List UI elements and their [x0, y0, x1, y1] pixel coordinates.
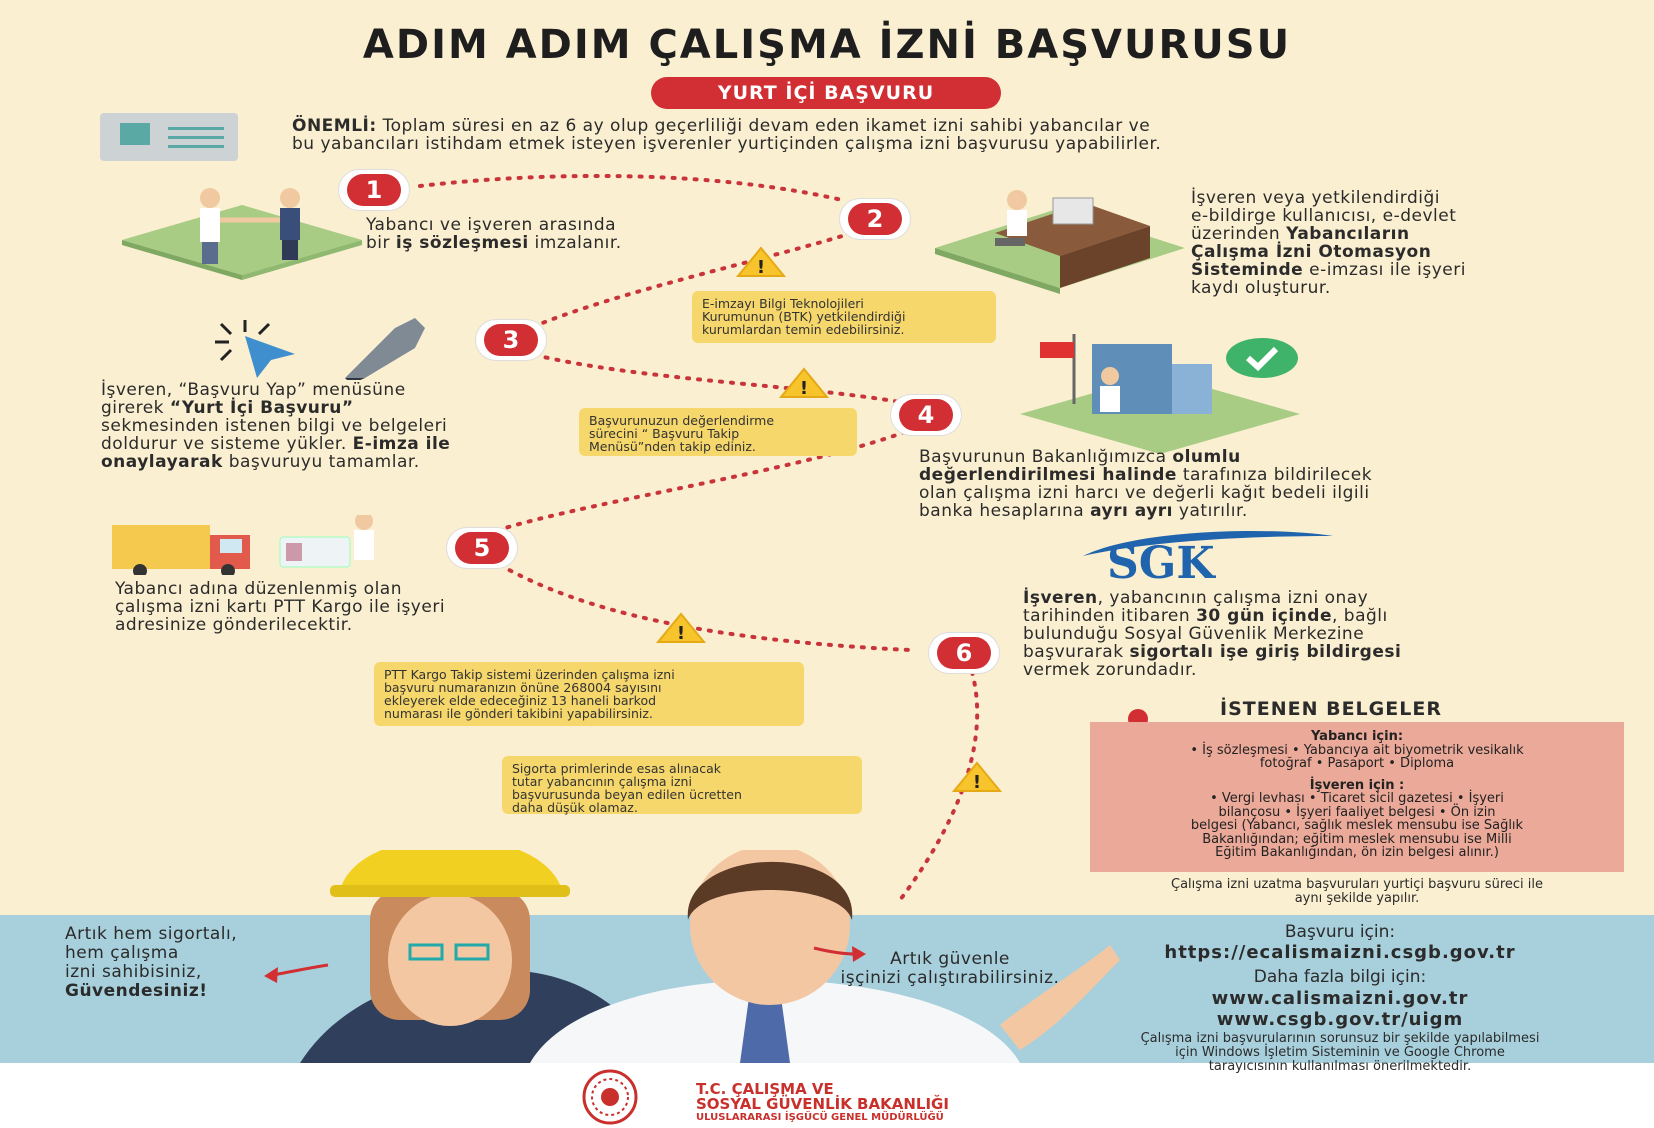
step-3-text: İşveren, “Başvuru Yap” menüsüne girerek “Yurt İçi Başvuru” sekmesinden istenen bilgi ve belgeleri doldurur ve sisteme yükler. E-imza ile onaylayarak başvuruyu tamamlar. — [101, 380, 451, 472]
arrow-left-icon — [262, 955, 332, 985]
note-e-imza: E-imzayı Bilgi Teknolojileri Kurumunun (BTK) yetkilendirdiği kurumlardan temin edebilirsiniz. — [692, 291, 996, 343]
arrow-right-icon — [810, 940, 870, 964]
footer-left-text: Artık hem sigortalı, hem çalışma izni sahibisiniz, Güvendesiniz! — [65, 924, 238, 1001]
svg-text:!: ! — [972, 772, 982, 793]
apply-url-link[interactable]: https://ecalismaizni.csgb.gov.tr — [1164, 942, 1516, 963]
info-url-link[interactable]: www.calismaizni.gov.tr — [1211, 988, 1469, 1009]
step-5-text: Yabancı adına düzenlenmiş olan çalışma izni kartı PTT Kargo ile işyeri adresinize gönderilecektir. — [115, 579, 446, 635]
page-title: ADIM ADIM ÇALIŞMA İZNİ BAŞVURUSU — [362, 22, 1292, 68]
step-6-text: İşveren, yabancının çalışma izni onay tarihinden itibaren 30 gün içinde, bağlı bulunduğu Sosyal Güvenlik Merkezine başvurarak sigortalı işe giriş bildirgesi vermek zorundadır. — [1023, 588, 1402, 680]
documents-heading: İSTENEN BELGELER — [1220, 698, 1442, 720]
documents-box: Yabancı için: • İş sözleşmesi • Yabancıya ait biyometrik vesikalık fotoğraf • Pasaport • Diploma İşveren için : • Vergi levhası • Ticaret sicil gazetesi • İşyeri bilançosu • İşyeri faaliyet belgesi • Ön izin belgesi (Yabancı, sağlık meslek mensubu ise Sağlık Bakanlığından; eğitim meslek mensubu ise Milli Eğitim Bakanlığından, ön izin belgesi alınır.) — [1090, 722, 1624, 872]
cursor-pen-icon — [205, 318, 455, 380]
sgk-logo-text: SGK — [1107, 538, 1215, 589]
ministry-name: T.C. ÇALIŞMA VE SOSYAL GÜVENLİK BAKANLIĞI ULUSLARARASI İŞGÜCÜ GENEL MÜDÜRLÜĞÜ — [696, 1080, 949, 1123]
warning-icon — [779, 367, 829, 399]
svg-text:!: ! — [676, 623, 686, 644]
svg-text:!: ! — [799, 378, 809, 399]
step-badge-1: 1 — [339, 170, 409, 210]
step-2-text: İşveren veya yetkilendirdiği e-bildirge kullanıcısı, e-devlet üzerinden Yabancıların Çalışma İzni Otomasyon Sisteminde e-imzası ile işyeri kaydı oluşturur. — [1191, 188, 1466, 298]
warning-icon — [952, 761, 1002, 793]
handshake-illustration — [122, 180, 362, 280]
step-1-text: Yabancı ve işveren arasında bir iş sözleşmesi imzalanır. — [366, 215, 622, 253]
subtitle-pill: YURT İÇİ BAŞVURU — [651, 77, 1001, 109]
warning-icon — [656, 612, 706, 644]
office-desk-illustration — [935, 188, 1185, 298]
sgk-logo — [1075, 528, 1335, 588]
delivery-truck-illustration — [112, 515, 392, 575]
step-badge-3: 3 — [476, 320, 546, 360]
ministry-building-illustration — [1020, 334, 1300, 454]
step-badge-4: 4 — [891, 395, 961, 435]
footer-right-info: Başvuru için: https://ecalismaizni.csgb.gov.tr Daha fazla bilgi için: www.calismaizni.gov.tr www.csgb.gov.tr/uigm Çalışma izni başvurularının sorunsuz bir şekilde yapılabilmesi için Windows İşletim Sisteminin ve Google Chrome tarayıcısının kullanılması önerilmektedir. — [1070, 922, 1610, 1074]
step-4-text: Başvurunun Bakanlığımızca olumlu değerlendirilmesi halinde tarafınıza bildirilecek olan çalışma izni harcı ve değerli kağıt bedeli ilgili banka hesaplarına ayrı ayrı yatırılır. — [919, 447, 1373, 521]
note-basvuru-takip: Başvurunuzun değerlendirme sürecini “ Başvuru Takip Menüsü”nden takip ediniz. — [579, 408, 857, 456]
note-sigorta-primi: Sigorta primlerinde esas alınacak tutar yabancının çalışma izni başvurusunda beyan edilen ücretten daha düşük olamaz. — [502, 756, 862, 814]
id-card-icon — [100, 113, 238, 161]
important-note: ÖNEMLİ: Toplam süresi en az 6 ay olup geçerliliği devam eden ikamet izni sahibi yabancılar ve bu yabancıları istihdam etmek isteyen işverenler yurtiçinden çalışma izni başvurusu yapabilirler. — [292, 116, 1162, 154]
step-badge-5: 5 — [447, 528, 517, 568]
svg-text:!: ! — [756, 257, 766, 278]
extension-note: Çalışma izni uzatma başvuruları yurtiçi başvuru süreci ile aynı şekilde yapılır. — [1171, 877, 1543, 906]
step-badge-2: 2 — [840, 199, 910, 239]
footer-mid-text: Artık güvenle işçinizi çalıştırabilirsiniz. — [840, 949, 1060, 988]
step-badge-6: 6 — [929, 633, 999, 673]
csgb-url-link[interactable]: www.csgb.gov.tr/uigm — [1216, 1009, 1464, 1030]
note-ptt-kargo: PTT Kargo Takip sistemi üzerinden çalışma izni başvuru numaranızın önüne 268004 sayısını ekleyerek elde edeceğiniz 13 haneli barkod numarası ile gönderi takibini yapabilirsiniz. — [374, 662, 804, 726]
ministry-seal-icon — [576, 1069, 644, 1125]
